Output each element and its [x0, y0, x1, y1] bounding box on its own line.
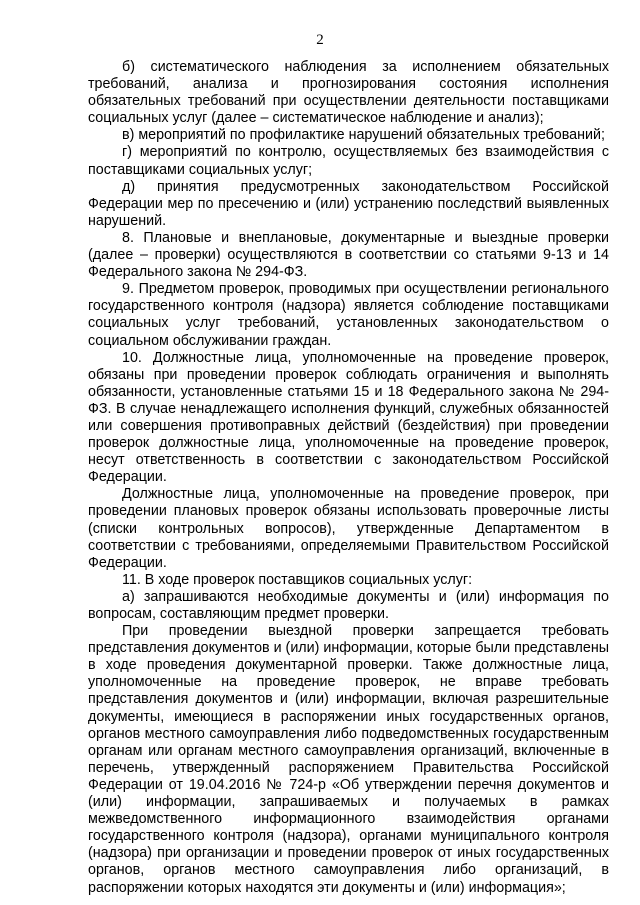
paragraph-7d: г) мероприятий по контролю, осуществляемых без взаимодействия с поставщиками социальных услуг;: [88, 144, 609, 178]
paragraph-8: 8. Плановые и внеплановые, документарные и выездные проверки (далее – проверки) осуществляются в соответствии со статьями 9-13 и 14 Федерального закона № 294-ФЗ.: [88, 229, 609, 281]
paragraph-10-continued: Должностные лица, уполномоченные на проведение проверок, при проведении плановых проверок обязаны использовать проверочные листы (списки контрольных вопросов), утвержденные Департаментом в соответствии с требованиями, определяемыми Правительством Российской Федерации.: [88, 486, 609, 571]
paragraph-11a-continued: При проведении выездной проверки запрещается требовать представления документов и (или) информации, которые были представлены в ходе проведения документарной проверки. Также должностные лица, уполномоченные на проведение проверок, не вправе требовать представления документов и (или) информации, включая разрешительные документы, имеющиеся в распоряжении иных государственных органов, органов местного самоуправления либо подведомственных государственным органам или органам местного самоуправления организаций, включенные в перечень, утвержденный распоряжением Правительства Российской Федерации от 19.04.2016 № 724-р «Об утверждении перечня документов и (или) информации, запрашиваемых и получаемых в рамках межведомственного информационного взаимодействия органами государственного контроля (надзора), органами муниципального контроля (надзора) при организации и проведении проверок от иных государственных органов, органов местного самоуправления либо организаций, в распоряжении которых находятся эти документы и (или) информация»;: [88, 623, 609, 896]
paragraph-9: 9. Предметом проверок, проводимых при осуществлении регионального государственного контроля (надзора) является соблюдение поставщиками социальных услуг требований, установленных законодательством о социальном обслуживании граждан.: [88, 281, 609, 349]
paragraph-11a: а) запрашиваются необходимые документы и (или) информация по вопросам, составляющим предмет проверки.: [88, 588, 609, 622]
paragraph-7e: д) принятия предусмотренных законодательством Российской Федерации мер по пресечению и (или) устранению последствий выявленных нарушений.: [88, 178, 609, 229]
page-number: 2: [316, 32, 324, 48]
document-body: [88, 59, 609, 897]
paragraph-11: 11. В ходе проверок поставщиков социальных услуг:: [122, 571, 473, 588]
paragraph-7c: в) мероприятий по профилактике нарушений обязательных требований;: [122, 127, 605, 144]
paragraph-7b: б) систематического наблюдения за исполнением обязательных требований, анализа и прогнозирования состояния исполнения обязательных требований при осуществлении деятельности поставщиками социальных услуг (далее – систематическое наблюдение и анализ);: [88, 59, 609, 127]
paragraph-10: 10. Должностные лица, уполномоченные на проведение проверок, обязаны при проведении проверок соблюдать ограничения и выполнять обязанности, установленные статьями 15 и 18 Федерального закона № 294-ФЗ. В случае ненадлежащего исполнения функций, служебных обязанностей или совершения противоправных действий (бездействия) при проведении проверок должностные лица, уполномоченные на проведение проверок, несут ответственность в соответствии с законодательством Российской Федерации.: [88, 349, 609, 486]
